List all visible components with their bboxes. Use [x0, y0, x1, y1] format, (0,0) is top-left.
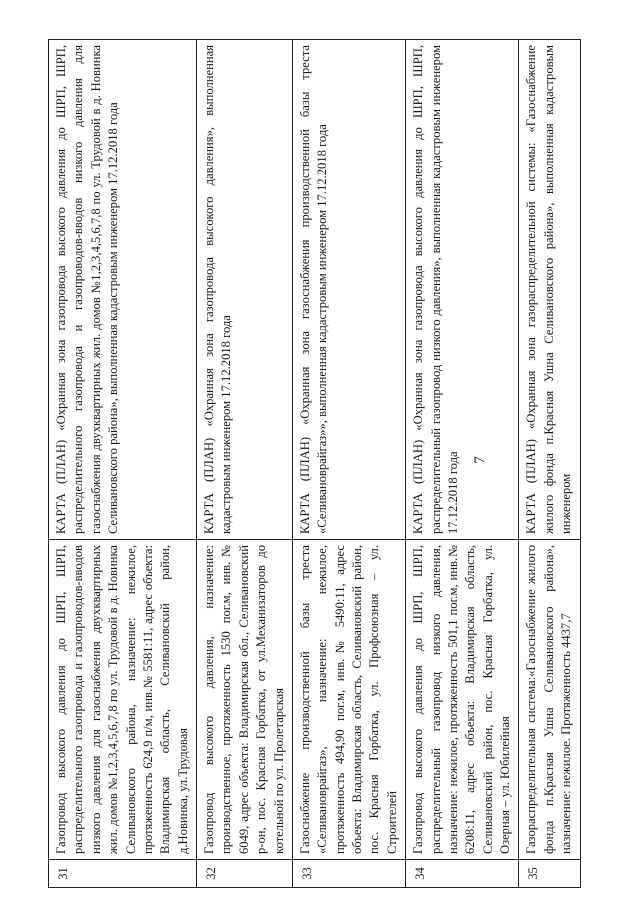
object-description: Газораспределительная система:«Газоснабжение жилого фонда п.Красная Ушна Селивановского района», назначение: нежилое. Протяженность 4437,7 — [519, 540, 580, 860]
table-row — [197, 40, 293, 888]
plan-description: КАРТА (ПЛАН) «Охранная зона газопровода высокого давления», выполненная кадастровым инженером 17.12.2018 года — [197, 40, 293, 540]
row-number: 34 — [406, 860, 519, 888]
object-description: Газопровод высокого давления, назначение: производственное, протяженность 1530 пог.м, инв.№ 6049, адрес объекта: Владимирская обл., Селивановский р-он, пос. Красная Горбатка, от ул.Механизаторов до котельной по ул. Пролетарская — [197, 540, 293, 860]
table-row — [406, 40, 519, 888]
object-description: Газопровод высокого давления до ШРП, ШРП, распределительный газопровод низкого давления, назначение: нежилое, протяженность 501,1 пог.м, инв.№ 6208:11, адрес объекта: Владимирская область, Селивановский район, пос. Красная Горбатка, ул. Озерная – ул. Юбилейная — [406, 540, 519, 860]
object-description: Газоснабжение производственной базы треста «Селивановрайгаз», назначение: нежилое, протяженность 494,90 пог.м, инв.№ 5490:11, адрес объекта: Владимирская область, Селивановский район, пос. Красная Горбатка, ул. Профсоюзная – ул. Строителей — [292, 540, 405, 860]
object-description: Газопровод высокого давления до ШРП, ШРП, распределительного газопровода и газопроводов-вводов низкого давления для газоснабжения двухквартирных жил. домов №1,2,3,4,5,6,7,8 по ул. Трудовой в д. Новинка Селивановского района, назначение: нежилое, протяженность 624,9 п/м, инв.№ 5581:11, адрес объекта: Владимирская область, Селивановский район, д.Новинка, ул.Трудовая — [49, 540, 197, 860]
plan-description: КАРТА (ПЛАН) «Охранная зона газопровода высокого давления до ШРП, ШРП, распределительного газопровода и газопроводов-вводов низкого давления для газоснабжения двухквартирных жил. домов №1,2,3,4,5,6,7,8 по ул. Трудовой в д. Новинка Селивановского района», выполненная кадастровым инженером 17.12.2018 года — [49, 40, 197, 540]
rotated-page — [48, 40, 596, 888]
table-row — [49, 40, 197, 888]
row-number: 32 — [197, 860, 293, 888]
row-number: 31 — [49, 860, 197, 888]
table-row — [292, 40, 405, 888]
plan-description: КАРТА (ПЛАН) «Охранная зона газопровода высокого давления до ШРП, ШРП, распределительный газопровод низкого давления», выполненная кадастровым инженером 17.12.2018 года — [406, 40, 519, 540]
plan-description: КАРТА (ПЛАН) «Охранная зона газоснабжения производственной базы треста «Селивановрайгаз»», выполненная кадастровым инженером 17.12.2018 года — [292, 40, 405, 540]
row-number: 33 — [292, 860, 405, 888]
plan-description: КАРТА (ПЛАН) «Охранная зона газораспределительной системы: «Газоснабжение жилого фонда п.Красная Ушна Селивановского района», выполненная кадастровым инженером — [519, 40, 580, 540]
page-number: 7 — [472, 456, 488, 464]
registry-table — [48, 39, 581, 888]
table-row — [519, 40, 580, 888]
row-number: 35 — [519, 860, 580, 888]
